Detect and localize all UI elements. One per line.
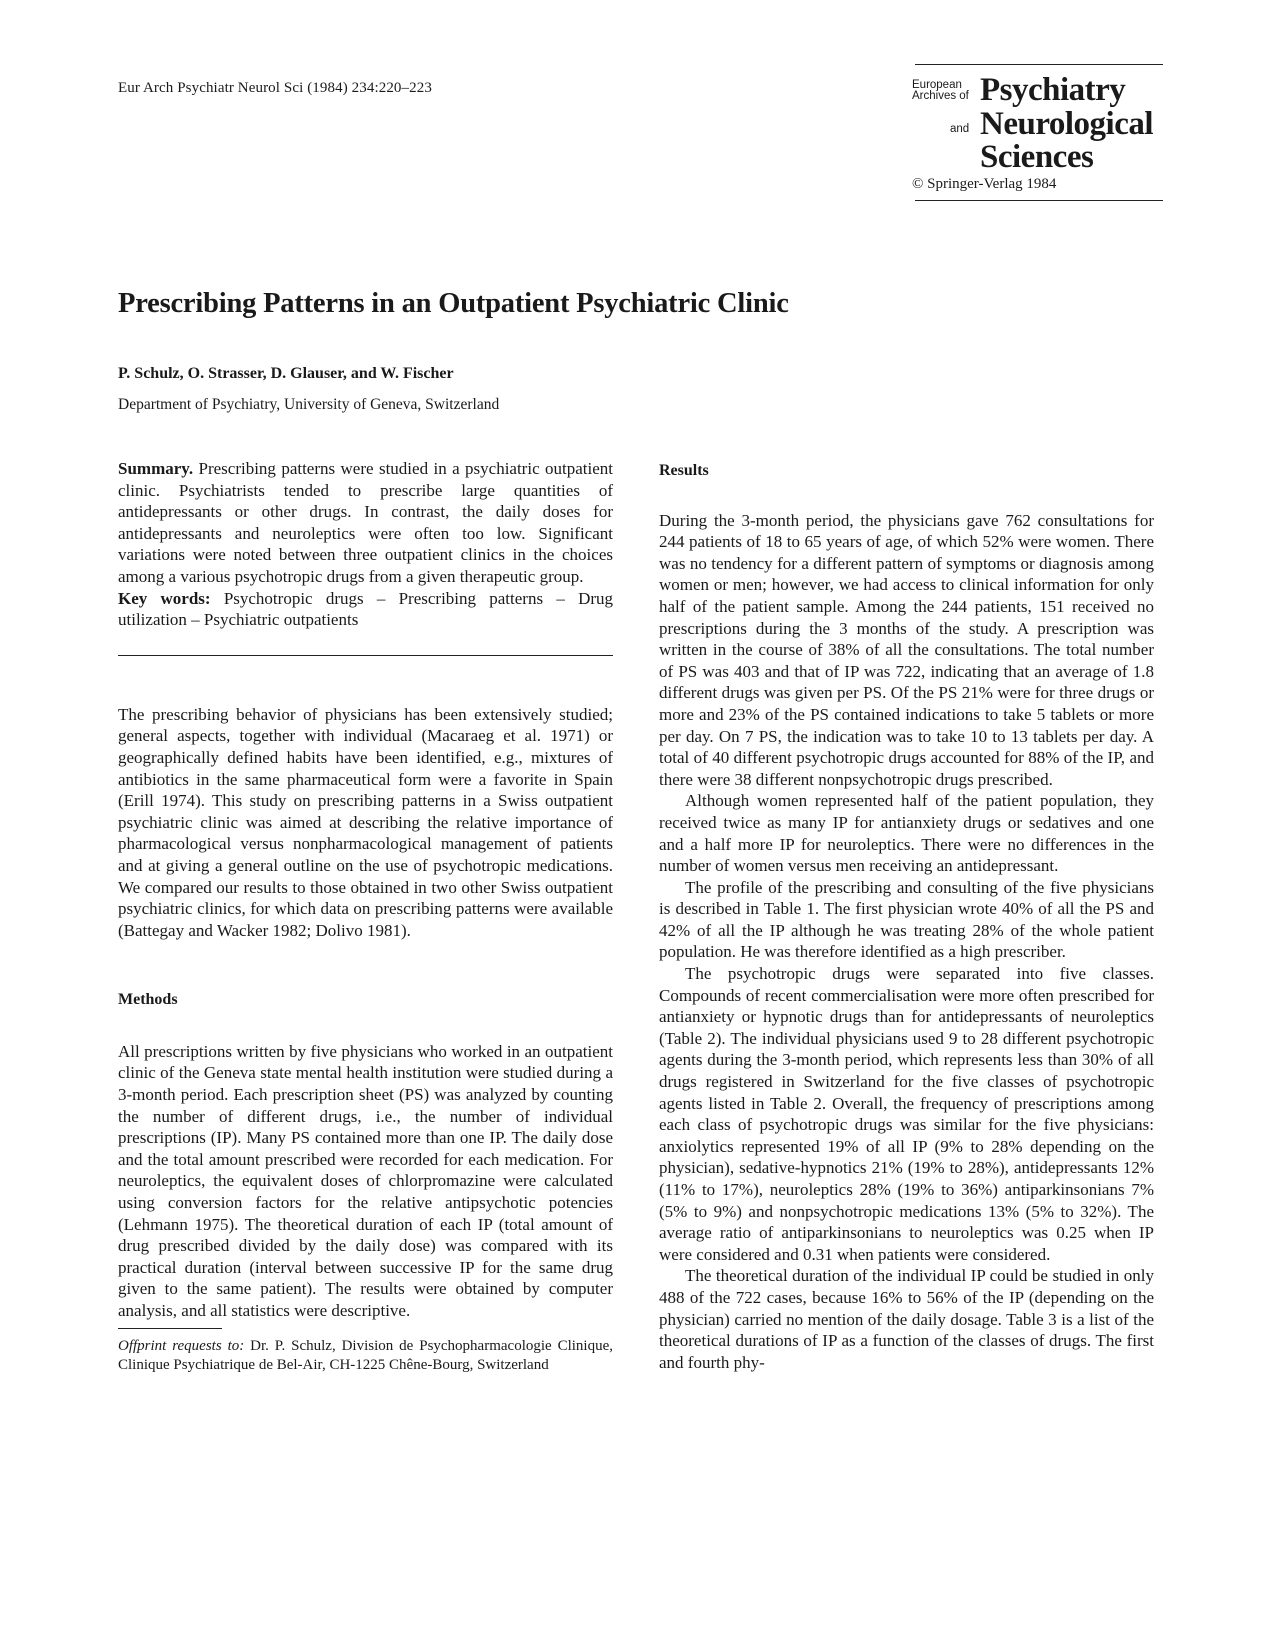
logo-neurological: Neurological: [980, 106, 1154, 142]
article-title: Prescribing Patterns in an Outpatient Psychiatric Clinic: [118, 288, 789, 319]
footnote-divider: [118, 1328, 222, 1329]
summary-text: Prescribing patterns were studied in a psychiatric outpatient clinic. Psychiatrists tended to prescribe large quantities of antidepressants or other drugs. In contrast, the daily doses for antidepressants and neuroleptics were often too low. Significant variations were noted between three outpatient clinics in the choices among a various psychotropic drugs from a given therapeutic group.: [118, 459, 613, 586]
results-paragraph-4: The psychotropic drugs were separated into five classes. Compounds of recent commercialisation were more often prescribed for antianxiety or hypnotic drugs than for antidepressants of neuroleptics (Table 2). The individual physicians used 9 to 28 different psychotropic agents during the 3-month period, which represents less than 30% of all drugs registered in Switzerland for the five classes of psychotropic agents listed in Table 2. Overall, the frequency of prescriptions among each class of psychotropic drugs was similar for the five physicians: anxiolytics represented 19% of all IP (9% to 28% depending on the physician), sedative-hypnotics 21% (19% to 28%), antidepressants 12% (11% to 17%), neuroleptics 28% (19% to 36%) antiparkinsonians 7% (5% to 9%) and nonpsychotropic medications 13% (5% to 32%). The average ratio of antiparkinsonians to neuroleptics was 0.25 when IP were considered and 0.31 when patients were considered.: [659, 964, 1154, 1264]
results-paragraph-3: The profile of the prescribing and consulting of the five physicians is described in Table 1. The first physician wrote 40% of all the PS and 42% of all the IP although he was treating 28% of the whole patient population. He was therefore identified as a high prescriber.: [659, 877, 1154, 962]
left-column: [118, 458, 613, 1376]
logo-and: and: [950, 123, 970, 135]
logo-european: European: [912, 79, 962, 91]
abstract-divider: [118, 655, 613, 656]
copyright-notice: © Springer-Verlag 1984: [912, 176, 1057, 192]
right-column: [659, 460, 1154, 1373]
journal-citation: Eur Arch Psychiatr Neurol Sci (1984) 234:220–223: [118, 80, 432, 96]
logo-archives-of: Archives of: [912, 90, 969, 102]
results-heading: Results: [659, 462, 709, 479]
logo-bottom-rule: [915, 200, 1163, 201]
logo-top-rule: [915, 64, 1163, 65]
results-paragraph-1: During the 3-month period, the physicians gave 762 consultations for 244 patients of 18 to 65 years of age, of which 52% were women. There was no tendency for a different pattern of symptoms or diagnosis among women or men; however, we had access to clinical information for only half of the patient sample. Among the 244 patients, 151 received no prescriptions during the 3 months of the study. A prescription was written in the course of 38% of all the consultations. The total number of PS was 403 and that of IP was 722, indicating that an average of 1.8 different drugs was given per PS. Of the PS 21% were for three drugs or more and 23% of the PS contained indications to take 5 tablets or more per day. On 7 PS, the indication was to take 10 to 13 tablets per day. A total of 40 different psychotropic drugs accounted for 88% of the IP, and there were 38 different nonpsychotropic drugs prescribed.: [659, 510, 1154, 789]
logo-sciences: Sciences: [980, 139, 1094, 175]
introduction-paragraph: The prescribing behavior of physicians has been extensively studied; general aspects, together with individual (Macaraeg et al. 1971) or geographically defined habits have been identified, e.g., mixtures of antibiotics in the same pharmaceutical form were a favorite in Spain (Erill 1974). This study on prescribing patterns in a Swiss outpatient psychiatric clinic was aimed at describing the relative importance of pharmacological versus nonpharmacological management of patients and at giving a general outline on the use of psychotropic medications. We compared our results to those obtained in two other Swiss outpatient psychiatric clinics, for which data on prescribing patterns were available (Battegay and Wacker 1982; Dolivo 1981).: [118, 704, 613, 940]
results-paragraph-5: The theoretical duration of the individual IP could be studied in only 488 of the 722 cases, because 16% to 56% of the IP (depending on the physician) carried no mention of the daily dosage. Table 3 is a list of the theoretical durations of IP as a function of the classes of drugs. The first and fourth phy-: [659, 1266, 1154, 1372]
summary-label: Summary.: [118, 459, 194, 478]
footnote-label: Offprint requests to:: [118, 1337, 245, 1354]
offprint-footnote: [118, 1337, 613, 1376]
article-authors: P. Schulz, O. Strasser, D. Glauser, and W. Fischer: [118, 365, 454, 382]
logo-psychiatry: Psychiatry: [980, 72, 1126, 108]
keywords-label: Key words:: [118, 588, 211, 608]
methods-paragraph: All prescriptions written by five physicians who worked in an outpatient clinic of the Geneva state mental health institution were studied during a 3-month period. Each prescription sheet (PS) was analyzed by counting the number of different drugs, i.e., the number of individual prescriptions (IP). Many PS contained more than one IP. The daily dose and the total amount prescribed were recorded for each medication. For neuroleptics, the equivalent doses of chlorpromazine were calculated using conversion factors for the relative antipsychotic potencies (Lehmann 1975). The theoretical duration of each IP (total amount of drug prescribed divided by the daily dose) was compared with its practical duration (interval between successive IP for the same drug given to the same patient). The results were obtained by computer analysis, and all statistics were descriptive.: [118, 1041, 613, 1320]
journal-logo: [912, 74, 1162, 198]
footnote-text: Dr. P. Schulz, Division de Psychopharmacologie Clinique, Clinique Psychiatrique de Bel-Air, CH-1225 Chêne-Bourg, Switzerland: [118, 1337, 613, 1374]
methods-heading: Methods: [118, 991, 178, 1009]
keywords-paragraph: [118, 588, 613, 631]
author-affiliation: Department of Psychiatry, University of Geneva, Switzerland: [118, 396, 500, 413]
keywords-text: Psychotropic drugs – Prescribing patterns – Drug utilization – Psychiatric outpatients: [118, 588, 614, 630]
results-paragraph-2: Although women represented half of the patient population, they received twice as many IP for antianxiety drugs or sedatives and one and a half more IP for neuroleptics. There were no differences in the number of women versus men receiving an antidepressant.: [659, 791, 1154, 876]
summary-paragraph: [118, 458, 613, 588]
